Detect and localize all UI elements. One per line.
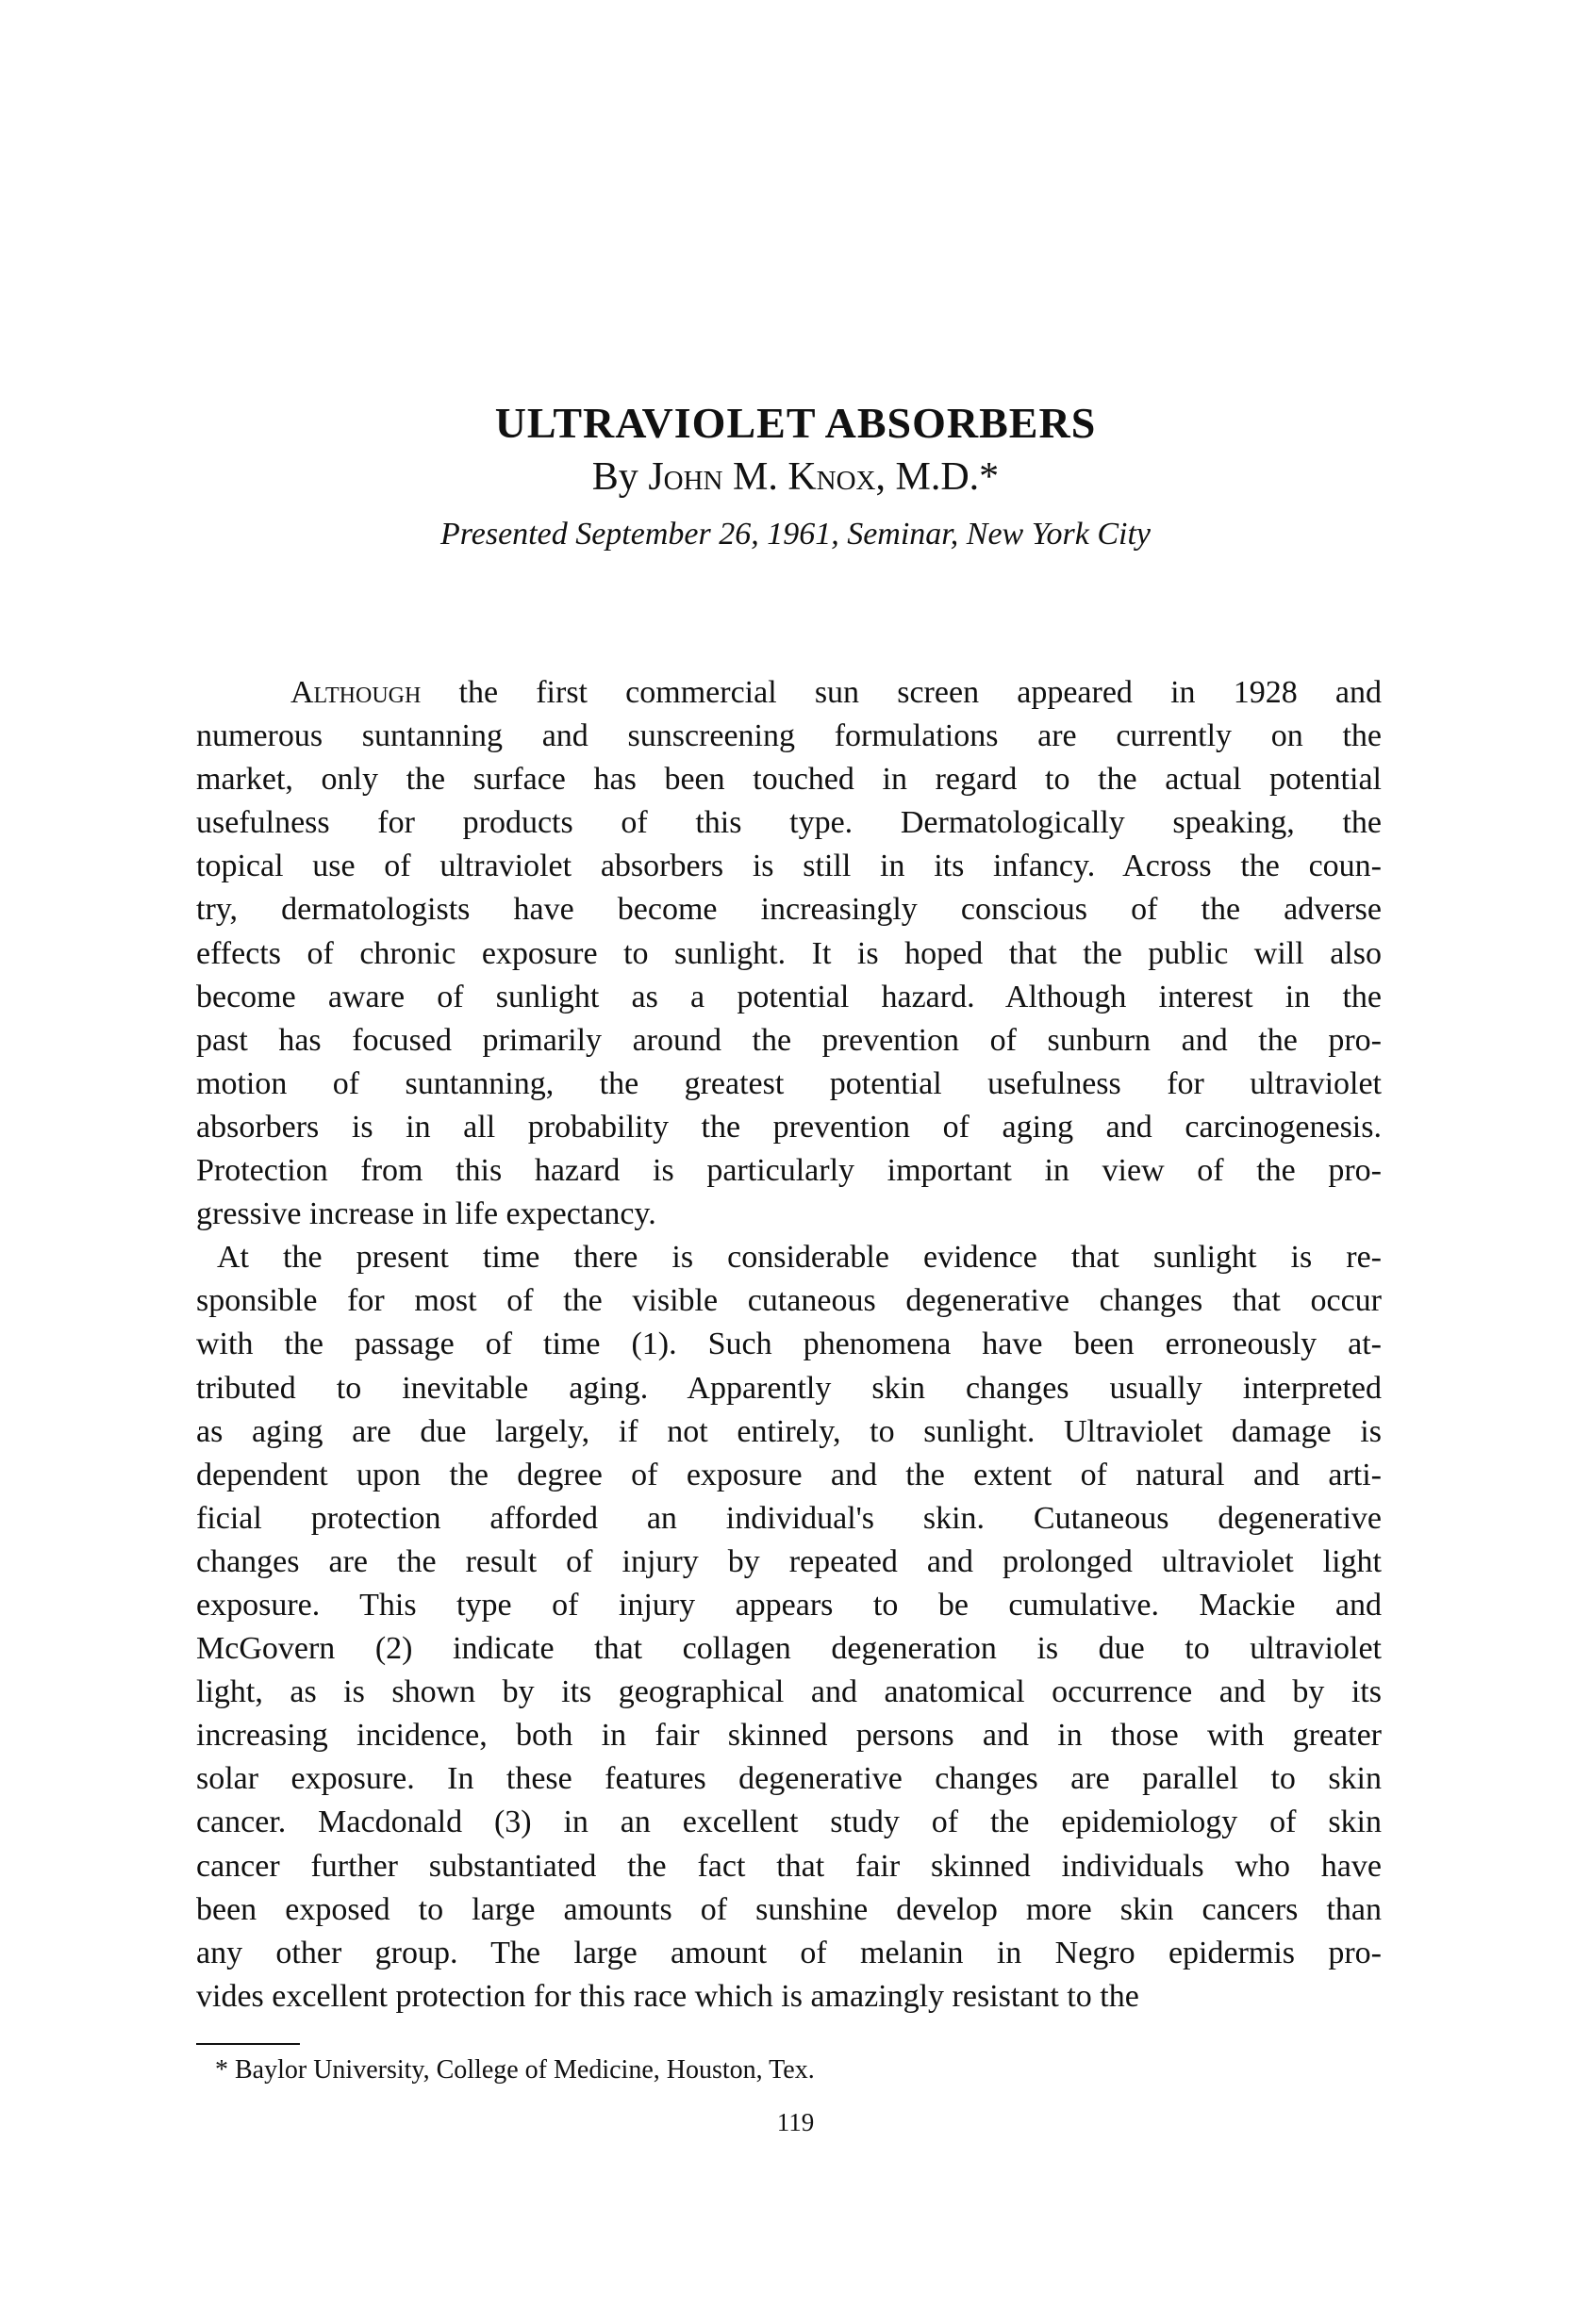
text-line: light, as is shown by its geographical and anatomical occurrence and by its [196,1674,1382,1710]
text-line: Protection from this hazard is particularly important in view of the pro- [196,1153,1382,1189]
line-text: the first commercial sun screen appeared in 1928 and [421,675,1382,710]
byline [0,454,1591,500]
text-line: become aware of sunlight as a potential hazard. Although interest in the [196,979,1382,1014]
text-line: cancer. Macdonald (3) in an excellent study of the epidemiology of skin [196,1805,1382,1840]
page-number: 119 [776,2108,815,2136]
text-line: past has focused primarily around the prevention of sunburn and the pro- [196,1022,1382,1058]
text-line: sponsible for most of the visible cutaneous degenerative changes that occur [196,1283,1382,1319]
text-line: At the present time there is considerable evidence that sunlight is re- [217,1240,1382,1276]
text-line: changes are the result of injury by repeated and prolonged ultraviolet light [196,1543,1382,1579]
footnote-rule [196,2043,300,2045]
byline-prefix: By [591,455,638,499]
text-line: motion of suntanning, the greatest potential usefulness for ultraviolet [196,1065,1382,1101]
lead-word: Although [290,675,422,710]
text-line: gressive increase in life expectancy. [196,1196,656,1232]
text-line: dependent upon the degree of exposure and the extent of natural and arti- [196,1457,1382,1492]
text-line: increasing incidence, both in fair skinned persons and in those with greater [196,1718,1382,1754]
text-line: any other group. The large amount of melanin in Negro epidermis pro- [196,1935,1382,1970]
text-line: solar exposure. In these features degenerative changes are parallel to skin [196,1761,1382,1797]
paragraph-2 [196,1236,1382,2019]
presentation-note: Presented September 26, 1961, Seminar, New York City [440,517,1151,552]
text-line: with the passage of time (1). Such phenomena have been erroneously at- [196,1327,1382,1362]
text-line: market, only the surface has been touched in regard to the actual potential [196,762,1382,798]
author-name: John M. Knox, [648,455,886,499]
text-line: vides excellent protection for this race which is amazingly resistant to the [196,1978,1139,2014]
author-degree: M.D.* [895,455,1000,499]
text-line: tributed to inevitable aging. Apparently skin changes usually interpreted [196,1370,1382,1406]
text-line: as aging are due largely, if not entirely, to sunlight. Ultraviolet damage is [196,1413,1382,1449]
text-line [196,671,1382,715]
text-line: topical use of ultraviolet absorbers is still in its infancy. Across the coun- [196,849,1382,884]
text-line: usefulness for products of this type. Dermatologically speaking, the [196,805,1382,841]
text-line: exposure. This type of injury appears to be cumulative. Mackie and [196,1587,1382,1623]
text-line: effects of chronic exposure to sunlight. It is hoped that the public will also [196,935,1382,971]
text-line: absorbers is in all probability the prevention of aging and carcinogenesis. [196,1109,1382,1145]
article-body [196,671,1382,2019]
paragraph-1 [196,671,1382,1236]
text-line: try, dermatologists have become increasingly conscious of the adverse [196,892,1382,928]
text-line: numerous suntanning and sunscreening formulations are currently on the [196,718,1382,754]
article-title: ULTRAVIOLET ABSORBERS [494,399,1097,447]
text-line: ficial protection afforded an individual's skin. Cutaneous degenerative [196,1500,1382,1536]
footnote: * Baylor University, College of Medicine, Houston, Tex. [215,2055,815,2085]
text-line: been exposed to large amounts of sunshine develop more skin cancers than [196,1891,1382,1927]
text-line: McGovern (2) indicate that collagen degeneration is due to ultraviolet [196,1631,1382,1667]
text-line: cancer further substantiated the fact that fair skinned individuals who have [196,1848,1382,1884]
